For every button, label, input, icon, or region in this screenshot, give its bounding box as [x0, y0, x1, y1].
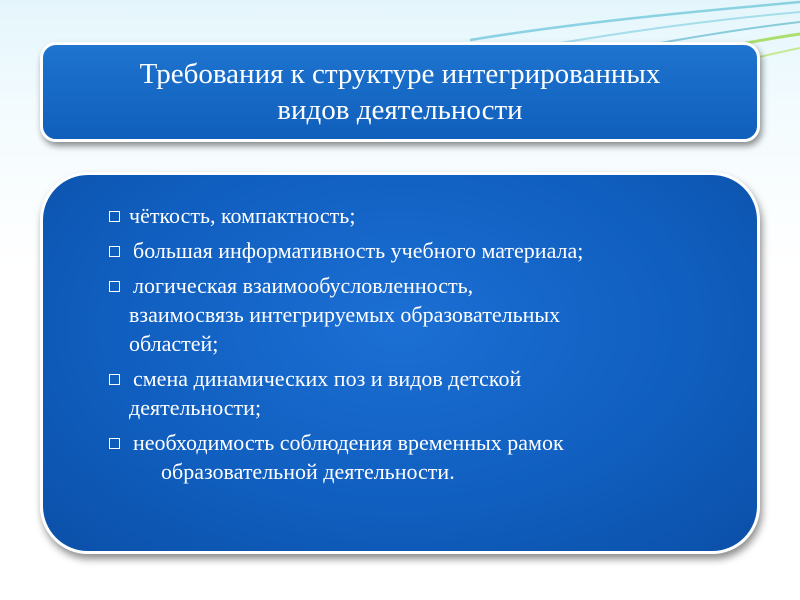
list-item: [109, 271, 739, 358]
list-item-text: образовательной деятельности.: [161, 459, 455, 484]
requirements-box: [40, 172, 760, 554]
checkbox-bullet-icon: [109, 246, 120, 257]
requirements-list: [109, 201, 739, 492]
list-item-text: деятельности;: [129, 395, 262, 420]
checkbox-bullet-icon: [109, 281, 120, 292]
list-item-text: логическая взаимообусловленность,: [133, 273, 474, 298]
list-item-text: смена динамических поз и видов детской: [133, 366, 522, 391]
list-item: [109, 428, 739, 486]
list-item-text: чёткость, компактность;: [129, 203, 356, 228]
list-item-text: большая информативность учебного материала;: [133, 238, 584, 263]
checkbox-bullet-icon: [109, 211, 120, 222]
list-item: [109, 364, 739, 422]
list-item: [109, 236, 739, 265]
checkbox-bullet-icon: [109, 438, 120, 449]
slide-title-box: [40, 42, 760, 142]
list-item-text: взаимосвязь интегрируемых образовательных: [129, 302, 561, 327]
list-item: [109, 201, 739, 230]
checkbox-bullet-icon: [109, 374, 120, 385]
slide-title-line-1: Требования к структуре интегрированных: [139, 58, 661, 90]
list-item-text: необходимость соблюдения временных рамок: [133, 430, 564, 455]
list-item-text: областей;: [129, 331, 219, 356]
slide-title-line-2: видов деятельности: [277, 94, 523, 126]
